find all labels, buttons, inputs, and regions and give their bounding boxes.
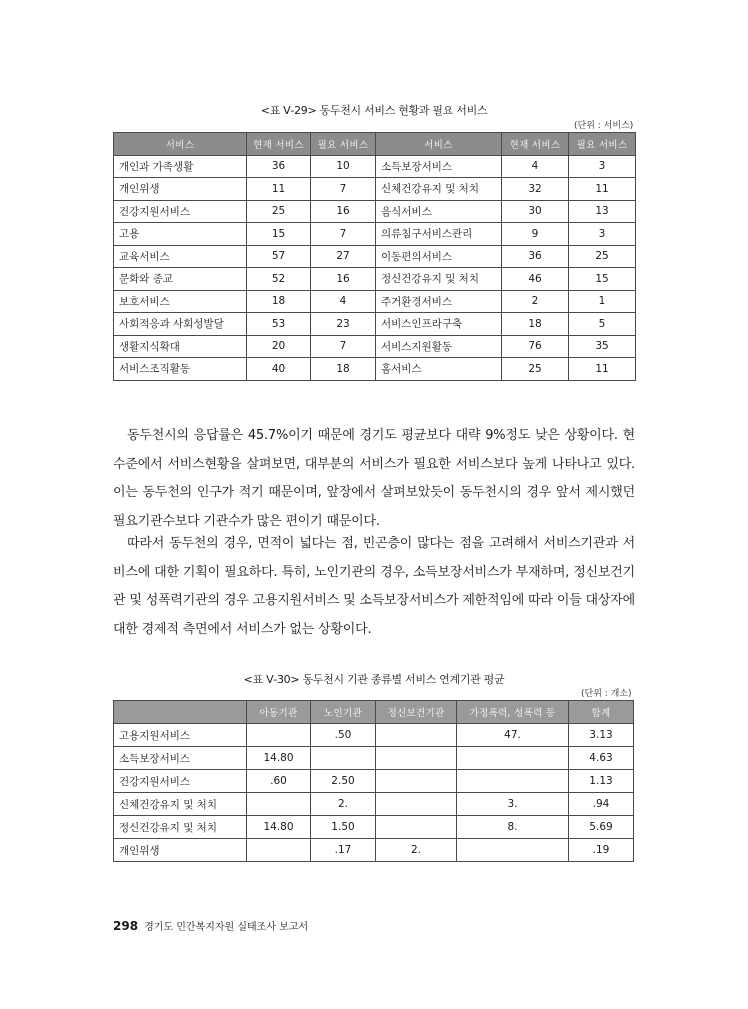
- column-header: 필요 서비스: [569, 133, 636, 156]
- table-cell: 보호서비스: [114, 290, 247, 313]
- table-cell: 개인위생: [114, 839, 247, 862]
- table-cell: 개인위생: [114, 178, 247, 201]
- table-cell: 52: [247, 268, 311, 291]
- table-cell: 1: [569, 290, 636, 313]
- table-cell: 35: [569, 335, 636, 358]
- table-cell: [376, 770, 457, 793]
- column-header: 필요 서비스: [311, 133, 376, 156]
- table-cell: .50: [311, 724, 376, 747]
- table-cell: 7: [311, 223, 376, 246]
- table-cell: 사회적응과 사회성발달: [114, 313, 247, 336]
- table-row: [114, 358, 636, 381]
- table-cell: 홈서비스: [376, 358, 502, 381]
- table-cell: 1.13: [569, 770, 634, 793]
- table-cell: 의류침구서비스관리: [376, 223, 502, 246]
- table-cell: 46: [502, 268, 569, 291]
- table-cell: 11: [569, 178, 636, 201]
- table-cell: 고용지원서비스: [114, 724, 247, 747]
- table-row: [114, 747, 634, 770]
- table-cell: 4.63: [569, 747, 634, 770]
- paragraph-1: 동두천시의 응답률은 45.7%이기 때문에 경기도 평균보다 대략 9%정도 낮은 상황이다. 현수준에서 서비스현황을 살펴보면, 대부분의 서비스가 필요한 서비스보다 높게 나타나고 있다. 이는 동두천의 인구가 적기 때문이며, 앞장에서 살펴보았듯이 동두천시의 경우 앞서 제시했던 필요기관수보다 기관수가 많은 편이기 때문이다.: [113, 428, 635, 529]
- table-row: [114, 793, 634, 816]
- column-header: 현재 서비스: [247, 133, 311, 156]
- table-cell: 건강지원서비스: [114, 200, 247, 223]
- table-cell: 9: [502, 223, 569, 246]
- table-cell: [311, 747, 376, 770]
- table-cell: 교육서비스: [114, 245, 247, 268]
- column-header: 정신보건기관: [376, 701, 457, 724]
- table-cell: [247, 793, 311, 816]
- table1-caption: <표 Ⅴ-29> 동두천시 서비스 현황과 필요 서비스: [260, 104, 488, 117]
- table-cell: 3.: [457, 793, 569, 816]
- report-title: 경기도 민간복지자원 실태조사 보고서: [144, 922, 309, 933]
- table-cell: 음식서비스: [376, 200, 502, 223]
- table-cell: 14.80: [247, 816, 311, 839]
- table2-caption: <표 Ⅴ-30> 동두천시 기관 종류별 서비스 연계기관 평균: [243, 673, 505, 686]
- table-cell: 30: [502, 200, 569, 223]
- table-cell: 57: [247, 245, 311, 268]
- table-cell: 2: [502, 290, 569, 313]
- table-cell: 서비스조직활동: [114, 358, 247, 381]
- column-header: 가정폭력, 성폭력 등: [457, 701, 569, 724]
- table-cell: 13: [569, 200, 636, 223]
- table-cell: 2.50: [311, 770, 376, 793]
- table-row: [114, 335, 636, 358]
- table-cell: 신체건강유지 및 처치: [376, 178, 502, 201]
- table-header-row: [114, 133, 636, 156]
- table-cell: 47.: [457, 724, 569, 747]
- table-cell: 25: [247, 200, 311, 223]
- table-cell: 2.: [311, 793, 376, 816]
- table-cell: 32: [502, 178, 569, 201]
- table-cell: 신체건강유지 및 처치: [114, 793, 247, 816]
- table-cell: 소득보장서비스: [114, 747, 247, 770]
- table-cell: 생활지식확대: [114, 335, 247, 358]
- column-header: 노인기관: [311, 701, 376, 724]
- table-cell: 16: [311, 268, 376, 291]
- table-cell: 주거환경서비스: [376, 290, 502, 313]
- column-header: 현재 서비스: [502, 133, 569, 156]
- table-cell: 3: [569, 223, 636, 246]
- table-cell: 23: [311, 313, 376, 336]
- table-cell: 고용: [114, 223, 247, 246]
- table-cell: [376, 747, 457, 770]
- table-cell: 40: [247, 358, 311, 381]
- table-cell: .94: [569, 793, 634, 816]
- table-cell: [247, 724, 311, 747]
- column-header: 서비스: [114, 133, 247, 156]
- table-cell: 76: [502, 335, 569, 358]
- column-header: 아동기관: [247, 701, 311, 724]
- table-cell: 서비스지원활동: [376, 335, 502, 358]
- table-cell: 8.: [457, 816, 569, 839]
- table-cell: 25: [569, 245, 636, 268]
- table-cell: 20: [247, 335, 311, 358]
- page-footer: [113, 918, 308, 933]
- column-header: 합계: [569, 701, 634, 724]
- table-cell: 11: [247, 178, 311, 201]
- table-cell: 36: [502, 245, 569, 268]
- table-cell: 18: [311, 358, 376, 381]
- table-cell: 16: [311, 200, 376, 223]
- table-cell: 건강지원서비스: [114, 770, 247, 793]
- table-cell: 10: [311, 155, 376, 178]
- table-row: [114, 245, 636, 268]
- table-cell: [376, 816, 457, 839]
- table-cell: .60: [247, 770, 311, 793]
- table-cell: 2.: [376, 839, 457, 862]
- table-row: [114, 268, 636, 291]
- table-cell: 5: [569, 313, 636, 336]
- table-cell: 5.69: [569, 816, 634, 839]
- table-cell: [457, 839, 569, 862]
- column-header: [114, 701, 247, 724]
- table-cell: 개인과 가족생활: [114, 155, 247, 178]
- table-cell: 3.13: [569, 724, 634, 747]
- table-cell: [457, 747, 569, 770]
- table-cell: 11: [569, 358, 636, 381]
- table-cell: 4: [502, 155, 569, 178]
- page-number: 298: [113, 919, 139, 933]
- table-cell: 1.50: [311, 816, 376, 839]
- table-cell: .17: [311, 839, 376, 862]
- table-cell: 3: [569, 155, 636, 178]
- table-cell: 이동편의서비스: [376, 245, 502, 268]
- table-row: [114, 313, 636, 336]
- table-cell: 53: [247, 313, 311, 336]
- column-header: 서비스: [376, 133, 502, 156]
- table-row: [114, 770, 634, 793]
- table-row: [114, 290, 636, 313]
- table-cell: 18: [502, 313, 569, 336]
- table-cell: 소득보장서비스: [376, 155, 502, 178]
- table-row: [114, 816, 634, 839]
- table-cell: [247, 839, 311, 862]
- table-cell: 36: [247, 155, 311, 178]
- service-status-table: [113, 132, 636, 381]
- table-row: [114, 839, 634, 862]
- table-cell: [457, 770, 569, 793]
- linkage-average-table: [113, 700, 634, 862]
- table-cell: 18: [247, 290, 311, 313]
- table-cell: 정신건강유지 및 처치: [376, 268, 502, 291]
- table-cell: 27: [311, 245, 376, 268]
- table-cell: 15: [569, 268, 636, 291]
- table2-unit: (단위 : 개소): [581, 689, 632, 699]
- table-row: [114, 200, 636, 223]
- table-cell: 문화와 종교: [114, 268, 247, 291]
- table-header-row: [114, 701, 634, 724]
- table-cell: 서비스인프라구축: [376, 313, 502, 336]
- table-cell: 14.80: [247, 747, 311, 770]
- table-cell: [376, 724, 457, 747]
- table-row: [114, 178, 636, 201]
- table-row: [114, 724, 634, 747]
- paragraph-2: 따라서 동두천의 경우, 면적이 넓다는 점, 빈곤층이 많다는 점을 고려해서 서비스기관과 서비스에 대한 기획이 필요하다. 특히, 노인기관의 경우, 소득보장서비스가 부재하며, 정신보건기관 및 성폭력기관의 경우 고용지원서비스 및 소득보장서비스가 제한적임에 따라 이들 대상자에 대한 경제적 측면에서 서비스가 없는 상황이다.: [113, 536, 635, 637]
- table-cell: .19: [569, 839, 634, 862]
- table-cell: 15: [247, 223, 311, 246]
- table-row: [114, 155, 636, 178]
- table-cell: 7: [311, 178, 376, 201]
- table-row: [114, 223, 636, 246]
- table1-unit: (단위 : 서비스): [574, 121, 634, 131]
- table-cell: 4: [311, 290, 376, 313]
- table-cell: 7: [311, 335, 376, 358]
- table-cell: 25: [502, 358, 569, 381]
- table-cell: [376, 793, 457, 816]
- table-cell: 정신건강유지 및 처치: [114, 816, 247, 839]
